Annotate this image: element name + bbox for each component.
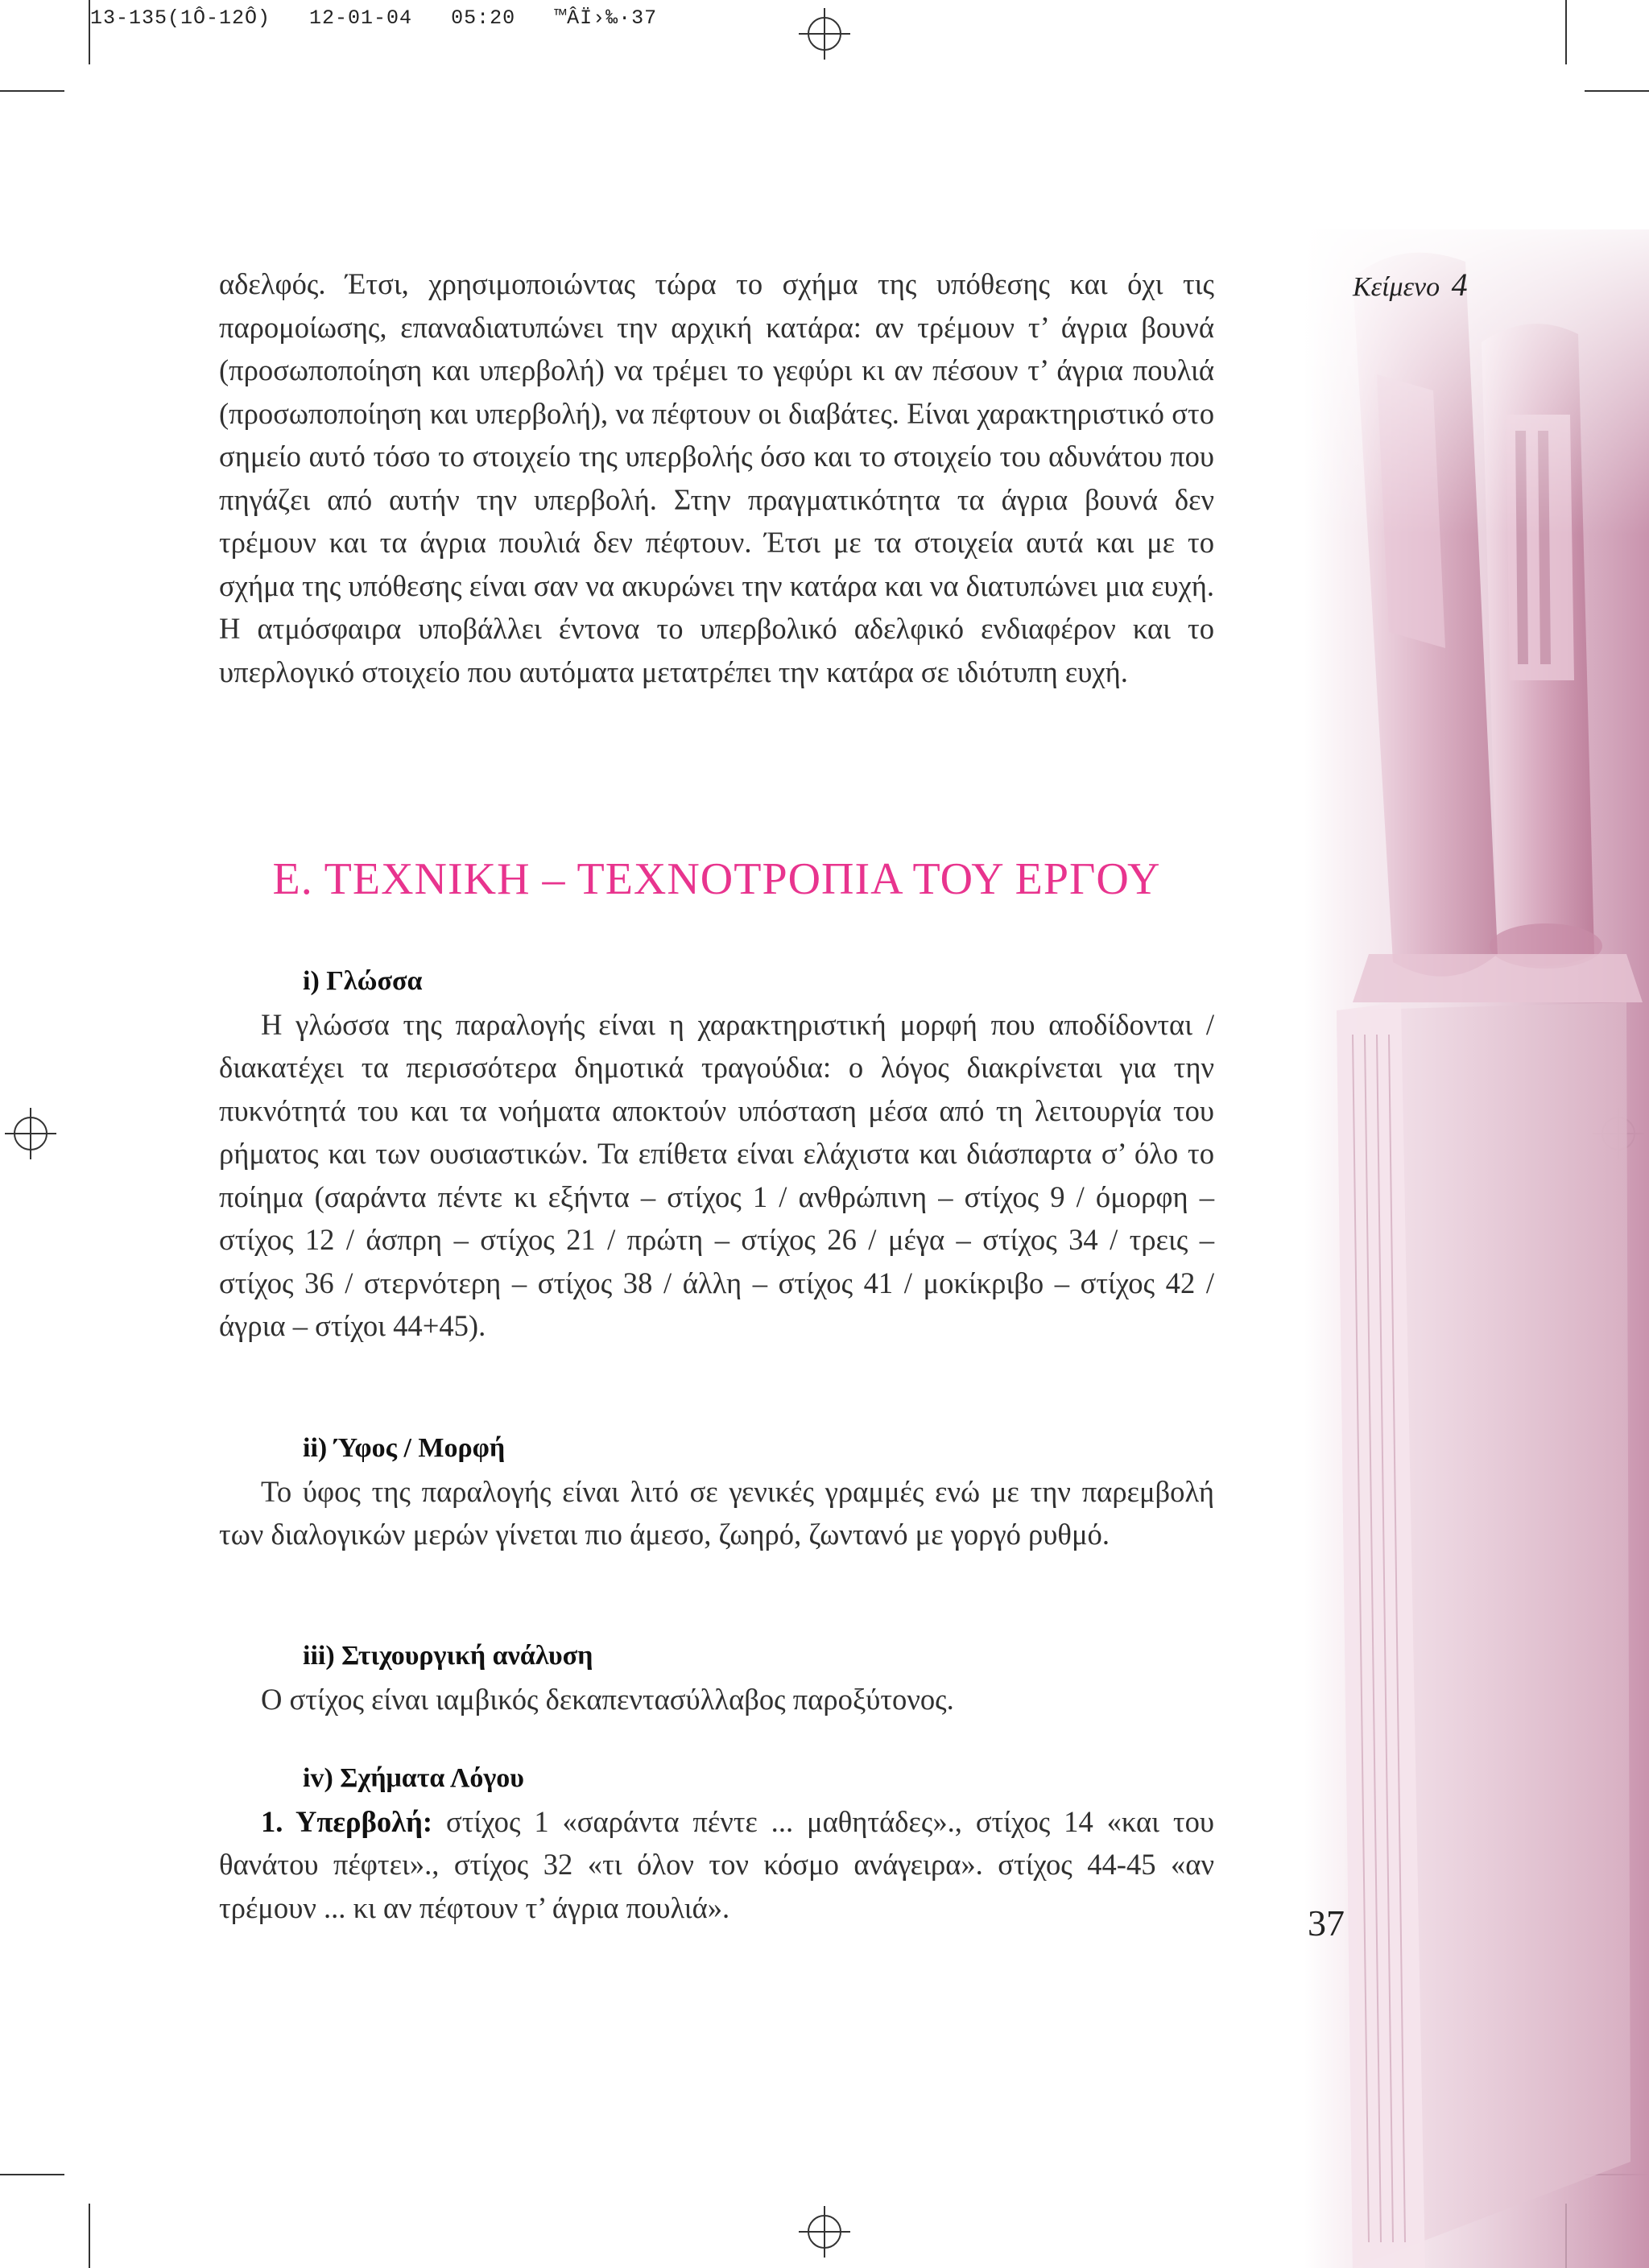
section-title: Ε. ΤΕΧΝΙΚΗ – ΤΕΧΝΟΤΡΟΠΙΑ ΤΟΥ ΕΡΓΟΥ [272,854,1161,904]
subsection-text: Η γλώσσα της παραλογής είναι η χαρακτηριστική μορφή που αποδίδονται / διακατέχει τα περισσότερα δημοτικά τραγούδια: ο λόγος διακρίνεται για την πυκνότητά του και τα νοήματα αποκτούν υπόσταση μέσα από τη λειτουργία του ρήματος και των ουσιαστικών. Τα επίθετα είναι ελάχιστα και διάσπαρτα σ’ όλο το ποίημα (σαράντα πέντε κι εξήντα – στίχος 1 / ανθρώπινη – στίχος 9 / όμορφη – στίχος 12 / άσπρη – στίχος 21 / πρώτη – στίχος 26 / μέγα – στίχος 34 / τρεις – στίχος 36 / στερνότερη – στίχος 38 / άλλη – στίχος 41 / μοκίκριβο – στίχος 42 / άγρια – στίχοι 44+45). [219,1007,1214,1342]
subsection-glossa [219,960,1214,1348]
figure-of-speech-label: 1. Υπερβολή: [261,1804,433,1838]
running-header-number: 4 [1451,266,1468,303]
crop-mark [1585,90,1649,92]
subsection-stixourgiki [219,1634,1214,1721]
running-header [1353,266,1468,304]
subsection-schimata [219,1757,1214,1929]
subsection-text: Ο στίχος είναι ιαμβικός δεκαπεντασύλλαβος παροξύτονος. [261,1682,954,1716]
subsection-yfos [219,1427,1214,1556]
registration-mark-icon [799,8,850,60]
intro-text-block [219,262,1214,693]
intro-paragraph: αδελφός. Έτσι, χρησιμοποιώντας τώρα το σχήμα της υπόθεσης και όχι τις παρομοίωσης, επαναδιατυπώνει την αρχική κατάρα: αν τρέμουν τ’ άγρια βουνά (προσωποποίηση και υπερβολή) να τρέμει το γεφύρι κι αν πέσουν τ’ άγρια πουλιά (προσωποποίηση και υπερβολή), να πέφτουν οι διαβάτες. Είναι χαρακτηριστικό στο σημείο αυτό τόσο το στοιχείο της υπερβολής όσο και το στοιχείο του αδυνάτου που πηγάζει από αυτήν την υπερβολή. Στην πραγματικότητα τα άγρια βουνά δεν τρέμουν και τα άγρια πουλιά δεν πέφτουν. Έτσι με τα στοιχεία αυτά και με το σχήμα της υπόθεσης είναι σαν να ακυρώνει την κατάρα και να διατυπώνει μια ευχή. Η ατμόσφαιρα υποβάλλει έντονα το υπερβολικό αδελφικό ενδιαφέρον και το υπερλογικό στοιχείο που αυτόματα μετατρέπει την κατάρα σε ιδιότυπη ευχή. [219,267,1214,688]
registration-mark-icon [799,2206,850,2258]
crop-mark [89,0,90,64]
subsection-heading: iii) Στιχουργική ανάλυση [303,1641,593,1671]
crop-mark [1565,0,1567,64]
crop-mark [0,90,64,92]
subsection-heading: iv) Σχήματα Λόγου [303,1763,524,1793]
decorative-books-image [1304,229,1649,2268]
subsection-text: Το ύφος της παραλογής είναι λιτό σε γενικές γραμμές ενώ με την παρεμβολή των διαλογικών μερών γίνεται πιο άμεσο, ζωηρό, ζωντανό με γοργό ρυθμό. [219,1474,1214,1551]
crop-mark [0,2174,64,2175]
subsection-heading: i) Γλώσσα [303,966,423,996]
running-header-label: Κείμενο [1353,272,1440,302]
figure-of-speech-text: στίχος 1 «σαράντα πέντε ... μαθητάδες»., στίχος 14 «και του θανάτου πέφτει»., στίχος 32 «τι όλον τον κόσμο ανάγειρα». στίχος 44-45 «αν τρέμουν ... κι αν πέφτουν τ’ άγρια πουλιά». [219,1804,1215,1924]
crop-mark [89,2204,90,2268]
subsection-heading: ii) Ύφος / Μορφή [303,1433,506,1463]
subsection-text [219,1800,1214,1930]
registration-mark-icon [5,1108,56,1159]
printer-slug: 13-135(1Ô-12Ô) 12-01-04 05:20 ™ÂÏ›‰·37 [90,6,658,30]
page-number: 37 [1308,1902,1345,1944]
